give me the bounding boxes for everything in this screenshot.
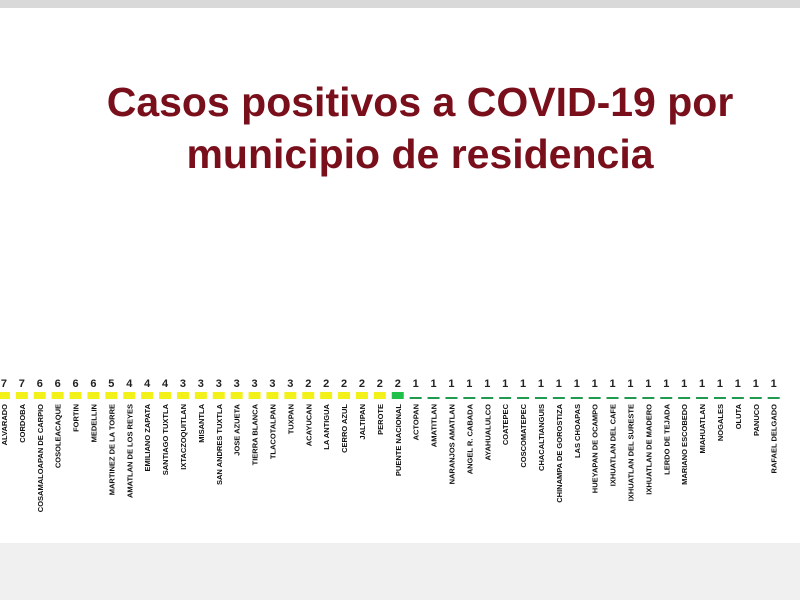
value-label: 1 [519, 378, 527, 390]
bar [678, 397, 690, 399]
value-label: 1 [502, 378, 509, 390]
value-label: 1 [430, 378, 437, 390]
value-label: 1 [537, 378, 545, 390]
bar [195, 392, 207, 399]
bar [302, 392, 314, 399]
category-label: TIERRA BLANCA [250, 404, 260, 466]
value-label: 1 [645, 378, 652, 390]
category-label: TLACOTALPAN [268, 404, 278, 460]
bar [374, 392, 386, 399]
value-label: 6 [54, 378, 61, 390]
category-label: LAS CHOAPAS [572, 404, 582, 459]
category-label: COSAMALOAPAN DE CARPIO [35, 404, 45, 513]
category-label: CHACALTIANGUIS [536, 404, 546, 471]
category-label: PUENTE NACIONAL [393, 404, 403, 477]
value-label: 1 [591, 378, 598, 390]
category-label: HUEYAPAN DE OCAMPO [590, 404, 600, 494]
value-label: 1 [770, 378, 777, 390]
category-label: AMATLAN DE LOS REYES [125, 404, 135, 499]
category-label: MISANTLA [196, 404, 206, 443]
chart-title [40, 76, 800, 180]
value-label: 4 [126, 378, 133, 390]
value-label: 2 [394, 378, 401, 390]
chart-title-line-2: municipio de residencia [186, 131, 654, 177]
bar [714, 397, 726, 399]
bar [589, 397, 601, 399]
bar [607, 397, 619, 399]
value-label: 1 [448, 378, 455, 390]
value-label: 2 [358, 378, 366, 390]
category-label: FORTIN [71, 404, 81, 432]
value-label: 1 [484, 378, 491, 390]
category-label: COSOLEACAQUE [53, 404, 63, 469]
category-label: JOSE AZUETA [232, 404, 242, 456]
bar [159, 392, 171, 399]
bar [123, 392, 135, 399]
bar [535, 397, 547, 399]
bar [624, 397, 636, 399]
value-label: 1 [412, 378, 419, 390]
bar [642, 397, 654, 399]
bar [356, 392, 368, 399]
bar [266, 392, 278, 399]
bar [768, 397, 780, 399]
category-label: ANGEL R. CABADA [465, 403, 475, 475]
category-label: CERRO AZUL [340, 404, 350, 453]
bar [249, 392, 261, 399]
category-label: IXTACZOQUITLAN [178, 404, 188, 470]
bar [481, 397, 493, 399]
category-label: IXHUATLAN DE MADERO [644, 404, 654, 495]
bar [177, 392, 189, 399]
bar [428, 397, 440, 399]
category-label: IXHUATLAN DEL CAFE [608, 404, 618, 487]
bar [52, 392, 64, 399]
category-label: MEDELLIN [89, 404, 99, 443]
value-label: 1 [609, 378, 616, 390]
category-label: AMATITLAN [429, 404, 439, 448]
bar [410, 397, 422, 399]
category-label: ALVARADO [0, 404, 9, 446]
category-label: LERDO DE TEJADA [662, 404, 672, 475]
value-label: 7 [18, 378, 25, 390]
bar [231, 392, 243, 399]
value-label: 3 [251, 378, 258, 390]
bar [517, 397, 529, 399]
value-label: 3 [287, 378, 294, 390]
value-label: 3 [179, 378, 187, 390]
chart-title-line-1: Casos positivos a COVID-19 por [106, 79, 734, 125]
top-strip [0, 0, 800, 8]
value-label: 2 [376, 378, 383, 390]
category-label: ACAYUCAN [304, 404, 314, 447]
value-label: 6 [72, 378, 79, 390]
value-label: 1 [698, 378, 706, 390]
category-label: OLUTA [733, 404, 743, 430]
category-label: RAFAEL DELGADO [769, 404, 779, 474]
value-label: 1 [627, 378, 634, 390]
bar [660, 397, 672, 399]
value-label: 1 [555, 378, 562, 390]
category-label: PEROTE [375, 404, 385, 435]
bar [0, 392, 10, 399]
value-label: 6 [36, 378, 43, 390]
value-label: 3 [233, 378, 240, 390]
bar [571, 397, 583, 399]
category-label: IXHUATLAN DEL SURESTE [626, 404, 636, 502]
value-label: 2 [340, 378, 348, 390]
category-label: COATEPEC [501, 404, 511, 446]
category-label: COSCOMATEPEC [519, 404, 529, 468]
value-label: 1 [466, 378, 473, 390]
bar [499, 397, 511, 399]
bar [87, 392, 99, 399]
bar [463, 397, 475, 399]
category-label: PANUCO [751, 404, 761, 436]
category-label: NARANJOS AMATLAN [447, 404, 457, 485]
value-label: 1 [752, 378, 759, 390]
category-label: SANTIAGO TUXTLA [161, 404, 171, 476]
category-label: MARIANO ESCOBEDO [680, 404, 690, 485]
bar [105, 392, 117, 399]
bar [392, 392, 404, 399]
bar-chart [0, 370, 800, 542]
value-label: 6 [90, 378, 97, 390]
bar [70, 392, 82, 399]
bottom-strip [0, 543, 800, 600]
category-label: SAN ANDRES TUXTLA [214, 404, 224, 485]
value-label: 3 [197, 378, 204, 390]
value-label: 3 [215, 378, 222, 390]
value-label: 2 [305, 378, 312, 390]
category-label: JALTIPAN [357, 404, 367, 440]
category-label: AYAHUALULCO [483, 404, 493, 461]
category-label: MIAHUATLAN [698, 404, 708, 454]
value-label: 5 [108, 378, 115, 390]
bar [750, 397, 762, 399]
value-label: 2 [323, 378, 330, 390]
value-label: 7 [0, 378, 8, 390]
category-label: ACTOPAN [411, 404, 421, 441]
value-label: 1 [716, 378, 724, 390]
bar [16, 392, 28, 399]
value-label: 4 [144, 378, 151, 390]
value-label: 1 [734, 378, 741, 390]
category-label: NOGALES [715, 404, 725, 442]
bar [213, 392, 225, 399]
category-label: CHINAMPA DE GOROSTIZA [554, 404, 564, 503]
bar [338, 392, 350, 399]
category-label: TUXPAN [286, 404, 296, 435]
bar [696, 397, 708, 399]
bar [445, 397, 457, 399]
bar [320, 392, 332, 399]
value-label: 1 [681, 378, 688, 390]
category-label: EMILIANO ZAPATA [143, 404, 153, 472]
bar [141, 392, 153, 399]
bar [553, 397, 565, 399]
bar [284, 392, 296, 399]
category-label: CORDOBA [17, 404, 27, 443]
bar [732, 397, 744, 399]
value-label: 1 [663, 378, 670, 390]
bar [34, 392, 46, 399]
category-label: MARTINEZ DE LA TORRE [107, 404, 117, 496]
category-label: LA ANTIGUA [322, 404, 332, 450]
value-label: 1 [573, 378, 580, 390]
value-label: 3 [269, 378, 276, 390]
value-label: 4 [161, 378, 169, 390]
